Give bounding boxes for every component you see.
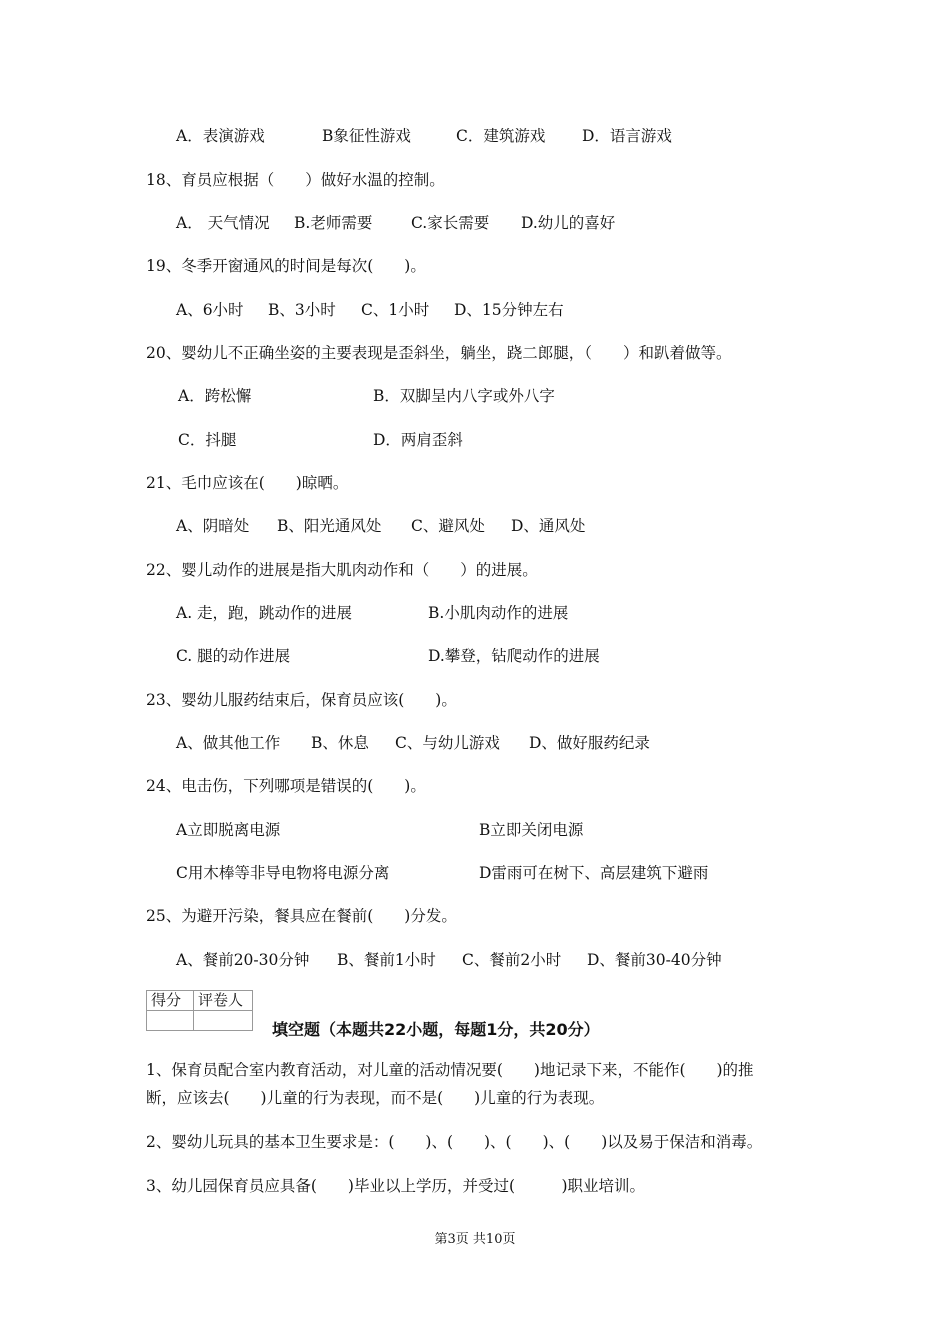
q21-option-d: D、通风处	[511, 517, 586, 535]
q18-option-c: C.家长需要	[411, 214, 490, 232]
fill-2: 2、婴幼儿玩具的基本卫生要求是：( )、( )、( )、( )以及易于保洁和消毒。	[146, 1133, 763, 1151]
q19-option-a: A、6小时	[176, 301, 244, 319]
q20-option-b: B．双脚呈内八字或外八字	[373, 387, 555, 405]
page-footer: 第3页 共10页	[434, 1232, 516, 1247]
q25-option-d: D、餐前30-40分钟	[587, 951, 722, 969]
fill-1-line2: 断，应该去( )儿童的行为表现，而不是( )儿童的行为表现。	[146, 1089, 605, 1107]
q17-option-d: D．语言游戏	[582, 127, 672, 145]
q19-stem: 19、冬季开窗通风的时间是每次( )。	[146, 257, 426, 275]
q22-option-c: C. 腿的动作进展	[176, 647, 291, 665]
q17-option-c: C．建筑游戏	[456, 127, 546, 145]
grader-cell	[194, 1011, 253, 1031]
q24-option-d: D雷雨可在树下、高层建筑下避雨	[479, 864, 709, 882]
q22-option-a: A. 走，跑，跳动作的进展	[176, 604, 353, 622]
q24-option-a: A立即脱离电源	[176, 821, 281, 839]
score-table	[146, 990, 253, 1031]
q25-option-a: A、餐前20-30分钟	[176, 951, 310, 969]
q20-option-c: C．抖腿	[178, 431, 237, 449]
q21-option-b: B、阳光通风处	[277, 517, 382, 535]
q19-option-d: D、15分钟左右	[454, 301, 564, 319]
q18-option-a: A． 天气情况	[176, 214, 270, 232]
score-label: 得分	[147, 991, 194, 1011]
q23-option-c: C、与幼儿游戏	[395, 734, 500, 752]
q25-stem: 25、为避开污染，餐具应在餐前( )分发。	[146, 907, 457, 925]
q23-option-d: D、做好服药纪录	[529, 734, 650, 752]
grader-label: 评卷人	[194, 991, 253, 1011]
q21-option-a: A、阴暗处	[176, 517, 250, 535]
q21-option-c: C、避风处	[411, 517, 485, 535]
q17-option-a: A．表演游戏	[176, 127, 265, 145]
score-cell	[147, 1011, 194, 1031]
section-title: 填空题（本题共22小题，每题1分，共20分）	[272, 1020, 600, 1039]
q20-stem: 20、婴幼儿不正确坐姿的主要表现是歪斜坐，躺坐，跷二郎腿，（ ）和趴着做等。	[146, 344, 732, 362]
q19-option-b: B、3小时	[268, 301, 336, 319]
q19-option-c: C、1小时	[361, 301, 430, 319]
q18-option-b: B.老师需要	[294, 214, 373, 232]
q21-stem: 21、毛巾应该在( )晾晒。	[146, 474, 349, 492]
q18-stem: 18、育员应根据（ ）做好水温的控制。	[146, 171, 445, 189]
q25-option-c: C、餐前2小时	[462, 951, 562, 969]
q23-option-b: B、休息	[311, 734, 369, 752]
q22-stem: 22、婴儿动作的进展是指大肌肉动作和（ ）的进展。	[146, 561, 538, 579]
q24-option-c: C用木棒等非导电物将电源分离	[176, 864, 390, 882]
q23-option-a: A、做其他工作	[176, 734, 281, 752]
q25-option-b: B、餐前1小时	[337, 951, 436, 969]
fill-1-line1: 1、保育员配合室内教育活动，对儿童的活动情况要( )地记录下来，不能作( )的推	[146, 1061, 754, 1079]
q24-option-b: B立即关闭电源	[479, 821, 584, 839]
q20-option-d: D．两肩歪斜	[373, 431, 463, 449]
q18-option-d: D.幼儿的喜好	[521, 214, 616, 232]
q22-option-b: B.小肌肉动作的进展	[428, 604, 569, 622]
fill-3: 3、幼儿园保育员应具备( )毕业以上学历，并受过( )职业培训。	[146, 1177, 646, 1195]
q22-option-d: D.攀登，钻爬动作的进展	[428, 647, 600, 665]
q24-stem: 24、电击伤，下列哪项是错误的( )。	[146, 777, 426, 795]
q17-option-b: B象征性游戏	[322, 127, 411, 145]
q23-stem: 23、婴幼儿服药结束后，保育员应该( )。	[146, 691, 457, 709]
q20-option-a: A．跨松懈	[178, 387, 252, 405]
